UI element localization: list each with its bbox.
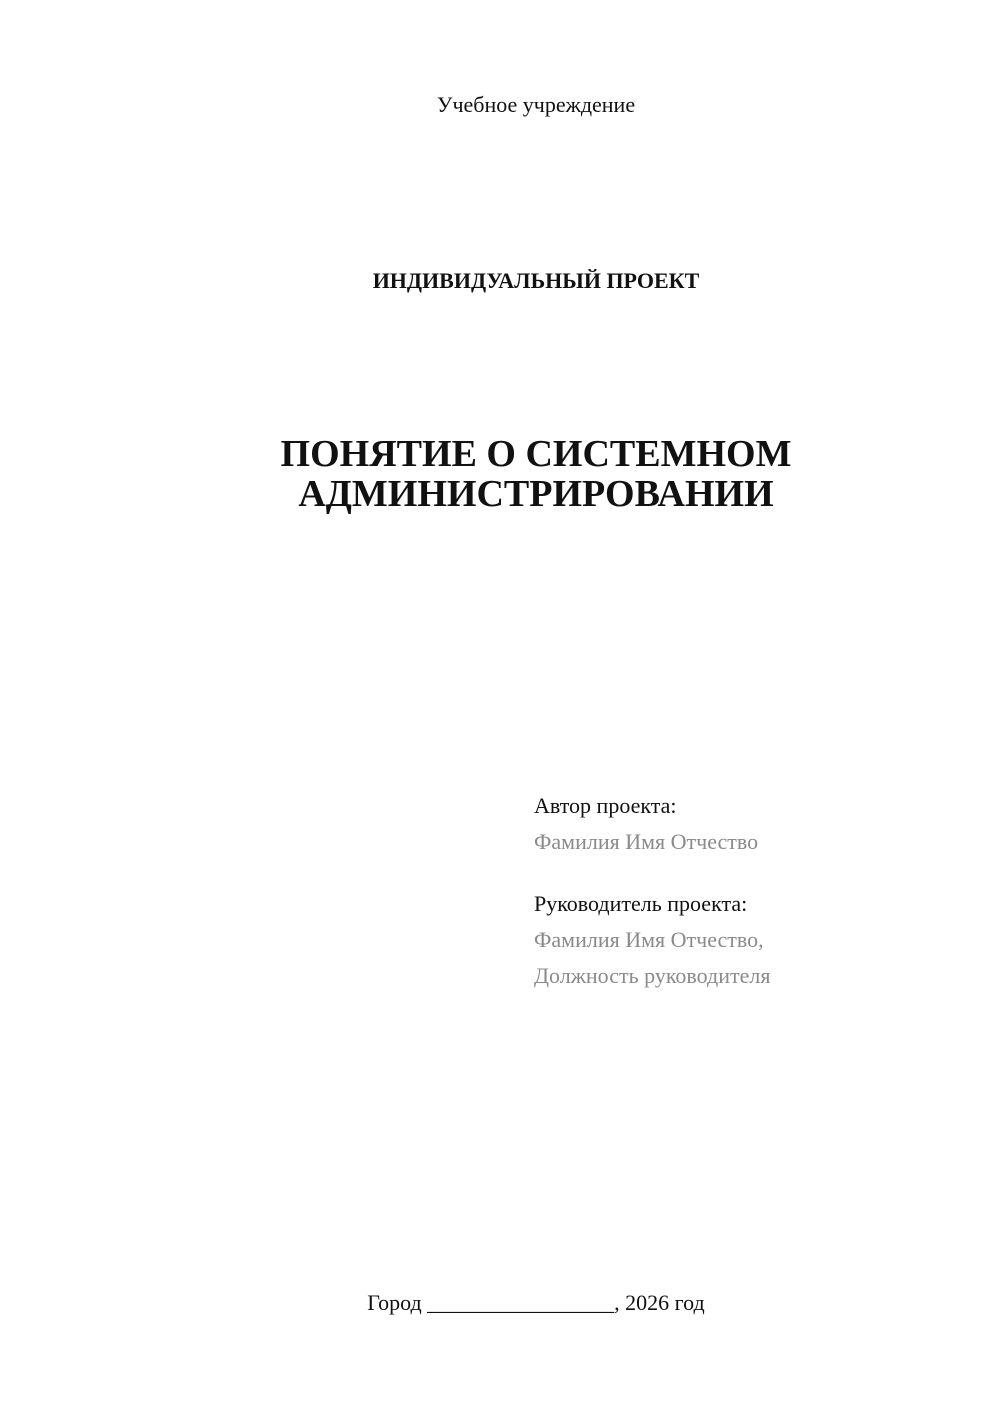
author-label: Автор проекта: [534,793,677,818]
city-year-line: Город _________________, 2026 год [367,1290,705,1315]
author-name: Фамилия Имя Отчество [534,829,759,854]
supervisor-label: Руководитель проекта: [534,891,748,916]
authors-block [534,788,974,994]
document-type: ИНДИВИДУАЛЬНЫЙ ПРОЕКТ [372,268,700,293]
supervisor-name: Фамилия Имя Отчество, [534,927,764,952]
title-line-1: ПОНЯТИЕ О СИСТЕМНОМ [280,433,792,475]
institution-name: Учебное учреждение [436,92,636,117]
document-title [0,434,1000,514]
supervisor-position: Должность руководителя [534,963,771,988]
title-line-2: АДМИНИСТРИРОВАНИИ [298,473,774,515]
